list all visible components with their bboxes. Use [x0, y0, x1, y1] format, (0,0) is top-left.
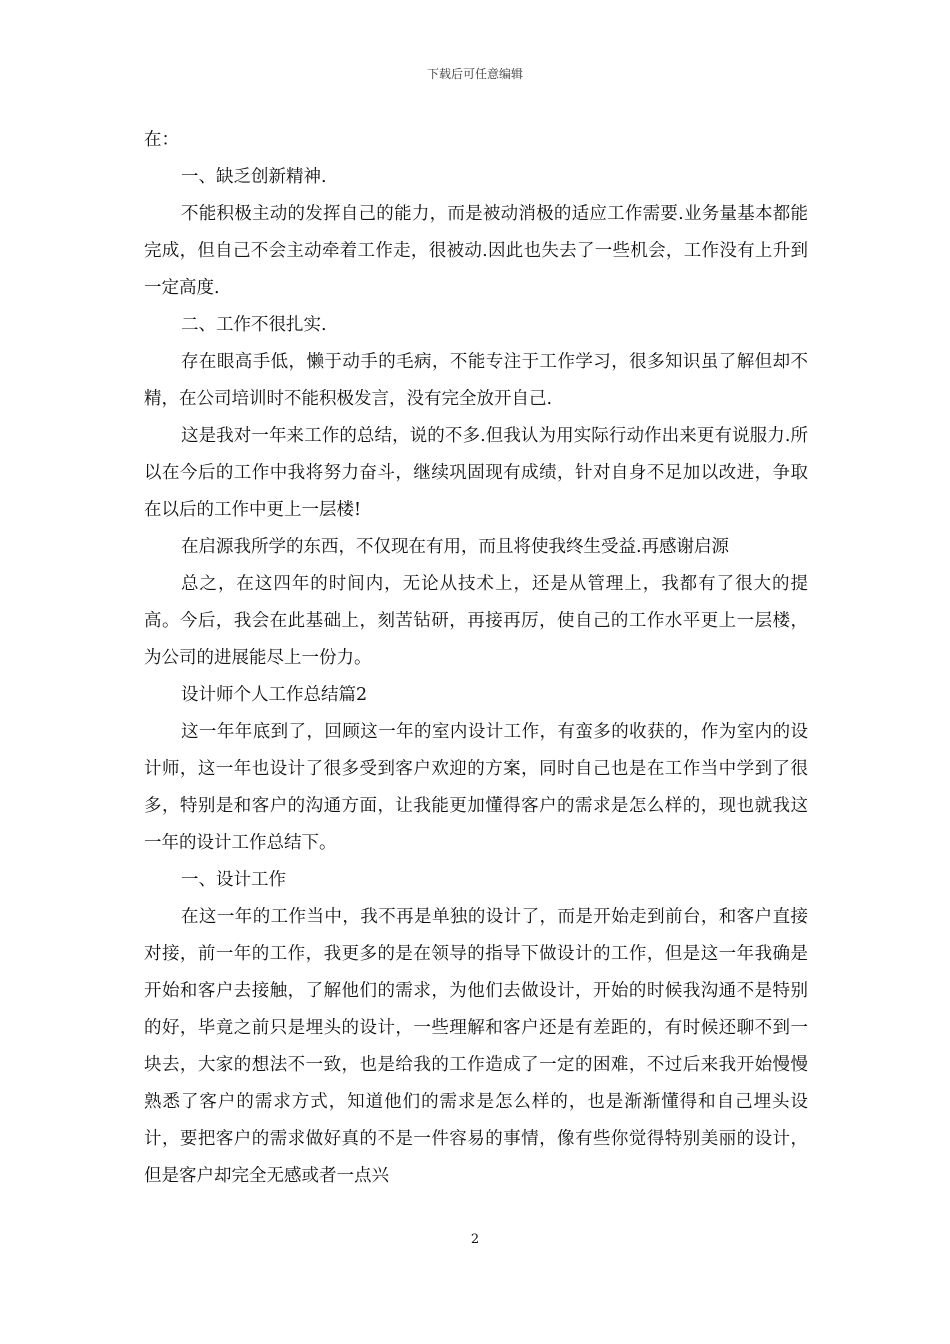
page-header: 下载后可任意编辑: [426, 67, 523, 81]
paragraph: 在启源我所学的东西，不仅现在有用，而且将使我终生受益.再感谢启源: [181, 537, 730, 557]
paragraph: 这是我对一年来工作的总结，说的不多.但我认为用实际行动作出来更有说服力.所以在今后的工作中我将努力奋斗，继续巩固现有成绩，针对自身不足加以改进，争取在以后的工作中更上一层楼!: [144, 426, 808, 520]
page-number: 2: [470, 1232, 480, 1247]
paragraph: 在：: [144, 130, 179, 150]
article-title: 设计师个人工作总结篇2: [181, 685, 368, 705]
section-heading: 一、缺乏创新精神.: [181, 167, 327, 187]
document-body: [144, 122, 808, 1195]
section-heading: 二、工作不很扎实.: [181, 315, 327, 335]
paragraph: 在这一年的工作当中，我不再是单独的设计了，而是开始走到前台，和客户直接对接，前一年的工作，我更多的是在领导的指导下做设计的工作，但是这一年我确是开始和客户去接触，了解他们的需求，为他们去做设计，开始的时候我沟通不是特别的好，毕竟之前只是埋头的设计，一些理解和客户还是有差距的，有时候还聊不到一块去，大家的想法不一致，也是给我的工作造成了一定的困难，不过后来我开始慢慢熟悉了客户的需求方式，知道他们的需求是怎么样的，也是渐渐懂得和自己埋头设计，要把客户的需求做好真的不是一件容易的事情，像有些你觉得特别美丽的设计，但是客户却完全无感或者一点兴: [144, 907, 808, 1186]
paragraph: 这一年年底到了，回顾这一年的室内设计工作，有蛮多的收获的，作为室内的设计师，这一年也设计了很多受到客户欢迎的方案，同时自己也是在工作当中学到了很多，特别是和客户的沟通方面，让我能更加懂得客户的需求是怎么样的，现也就我这一年的设计工作总结下。: [144, 722, 808, 853]
paragraph: 不能积极主动的发挥自己的能力，而是被动消极的适应工作需要.业务量基本都能完成，但自己不会主动牵着工作走，很被动.因此也失去了一些机会，工作没有上升到一定高度.: [144, 204, 808, 298]
paragraph: 总之，在这四年的时间内，无论从技术上，还是从管理上，我都有了很大的提高。今后，我会在此基础上，刻苦钻研，再接再厉，使自己的工作水平更上一层楼，为公司的进展能尽上一份力。: [144, 574, 808, 668]
section-heading: 一、设计工作: [181, 870, 286, 890]
paragraph: 存在眼高手低，懒于动手的毛病，不能专注于工作学习，很多知识虽了解但却不精，在公司培训时不能积极发言，没有完全放开自己.: [144, 352, 808, 409]
